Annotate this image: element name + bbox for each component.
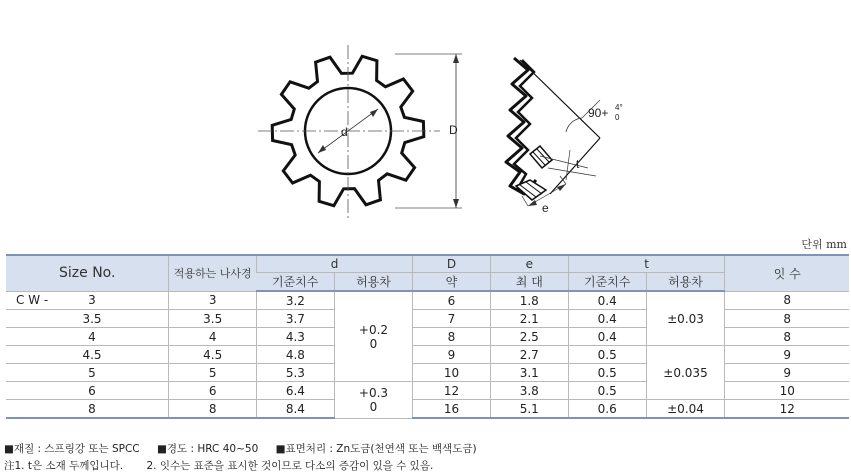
D-cell: 16: [413, 400, 491, 419]
e-cell: 1.8: [490, 291, 568, 310]
screw-cell: 3.5: [169, 310, 257, 328]
t-tolerance-cell: ±0.035: [646, 346, 725, 400]
angle-tolerance-lower: 0: [615, 113, 620, 122]
teeth-cell: 9: [725, 346, 849, 364]
t-nominal-cell: 0.5: [568, 364, 646, 382]
angle-label: 90+: [588, 106, 609, 120]
header-d: d: [256, 255, 412, 273]
teeth-cell: 8: [725, 291, 849, 310]
size-value: 5: [88, 365, 96, 380]
teeth-cell: 8: [725, 310, 849, 328]
unit-label: 단위 mm: [801, 238, 847, 251]
hardness-note: ■경도 : HRC 40~50: [156, 443, 259, 455]
D-cell: 10: [413, 364, 491, 382]
t-nominal-cell: 0.4: [568, 291, 646, 310]
t-nominal-cell: 0.4: [568, 328, 646, 346]
screw-cell: 6: [169, 382, 257, 400]
subheader-t-tolerance: 허용차: [646, 273, 725, 292]
e-cell: 3.8: [490, 382, 568, 400]
table-body: [6, 291, 849, 418]
t-tolerance-cell: ±0.04: [646, 400, 725, 419]
e-cell: 2.5: [490, 328, 568, 346]
size-cell: [6, 382, 169, 400]
table-row: [6, 400, 849, 419]
e-cell: 2.7: [490, 346, 568, 364]
subheader-d-tolerance: 허용차: [334, 273, 412, 292]
d-nominal-cell: 3.7: [256, 310, 334, 328]
spec-notes: [4, 441, 491, 456]
header-teeth: 잇 수: [725, 255, 849, 291]
e-cell: 5.1: [490, 400, 568, 419]
spec-table: [6, 254, 849, 419]
size-value: 4.5: [82, 347, 102, 362]
washer-front-view: [258, 45, 462, 220]
surface-note: ■표면처리 : Zn도금(천연색 또는 백색도금): [275, 443, 477, 455]
d-nominal-cell: 4.8: [256, 346, 334, 364]
t-nominal-cell: 0.5: [568, 346, 646, 364]
d-tolerance-cell: [334, 382, 412, 419]
teeth-cell: 12: [725, 400, 849, 419]
d-nominal-cell: 6.4: [256, 382, 334, 400]
edge-label: e: [542, 201, 549, 215]
t-nominal-cell: 0.5: [568, 382, 646, 400]
washer-side-view: [506, 58, 623, 215]
t-tolerance-cell: ±0.03: [646, 291, 725, 346]
outer-diameter-label: D: [449, 123, 458, 137]
size-value: 4: [88, 329, 96, 344]
subheader-D-approx: 약: [413, 273, 491, 292]
table-row: [6, 346, 849, 364]
header-t: t: [568, 255, 725, 273]
D-cell: 7: [413, 310, 491, 328]
t-nominal-cell: 0.6: [568, 400, 646, 419]
size-value: 8: [88, 401, 96, 416]
e-cell: 3.1: [490, 364, 568, 382]
D-cell: 9: [413, 346, 491, 364]
header-size: Size No.: [6, 255, 169, 291]
header-D: D: [413, 255, 491, 273]
screw-cell: 3: [169, 291, 257, 310]
header-e: e: [490, 255, 568, 273]
washer-drawing: [0, 0, 851, 230]
d-tolerance-upper: +0.2: [358, 322, 389, 337]
footnote-2: 2. 잇수는 표준을 표시한 것이므로 다소의 증감이 있을 수 있음.: [146, 460, 434, 472]
material-note: ■재질 : 스프링강 또는 SPCC: [4, 443, 140, 455]
d-tolerance-lower: 0: [369, 336, 378, 351]
header-row: [6, 255, 849, 273]
size-cell: [6, 364, 169, 382]
screw-cell: 5: [169, 364, 257, 382]
D-cell: 12: [413, 382, 491, 400]
footnote-1: 注1. t은 소재 두께입니다.: [4, 460, 124, 472]
footnotes: [4, 458, 453, 473]
screw-cell: 8: [169, 400, 257, 419]
size-prefix: C W -: [16, 293, 49, 308]
inner-diameter-label: d: [341, 125, 348, 139]
teeth-cell: 10: [725, 382, 849, 400]
d-nominal-cell: 4.3: [256, 328, 334, 346]
table-row: [6, 291, 849, 310]
size-value: 3: [88, 293, 96, 308]
subheader-e-max: 최 대: [490, 273, 568, 292]
size-cell: [6, 346, 169, 364]
size-cell: [6, 328, 169, 346]
screw-cell: 4: [169, 328, 257, 346]
e-cell: 2.1: [490, 310, 568, 328]
d-nominal-cell: 5.3: [256, 364, 334, 382]
size-value: 6: [88, 383, 96, 398]
size-value: 3.5: [82, 311, 102, 326]
d-tolerance-upper: +0.3: [358, 385, 389, 400]
teeth-cell: 8: [725, 328, 849, 346]
D-cell: 8: [413, 328, 491, 346]
d-nominal-cell: 8.4: [256, 400, 334, 419]
size-cell: [6, 310, 169, 328]
size-cell: [6, 291, 169, 310]
subheader-d-nominal: 기준치수: [256, 273, 334, 292]
header-screw: 적용하는 나사경: [169, 255, 257, 291]
teeth-cell: 9: [725, 364, 849, 382]
D-cell: 6: [413, 291, 491, 310]
screw-cell: 4.5: [169, 346, 257, 364]
thickness-label: t: [576, 157, 580, 171]
subheader-t-nominal: 기준치수: [568, 273, 646, 292]
d-tolerance-lower: 0: [369, 399, 378, 414]
size-cell: [6, 400, 169, 419]
d-nominal-cell: 3.2: [256, 291, 334, 310]
t-nominal-cell: 0.4: [568, 310, 646, 328]
d-tolerance-cell: [334, 291, 412, 382]
angle-tolerance-upper: 4°: [615, 103, 623, 112]
